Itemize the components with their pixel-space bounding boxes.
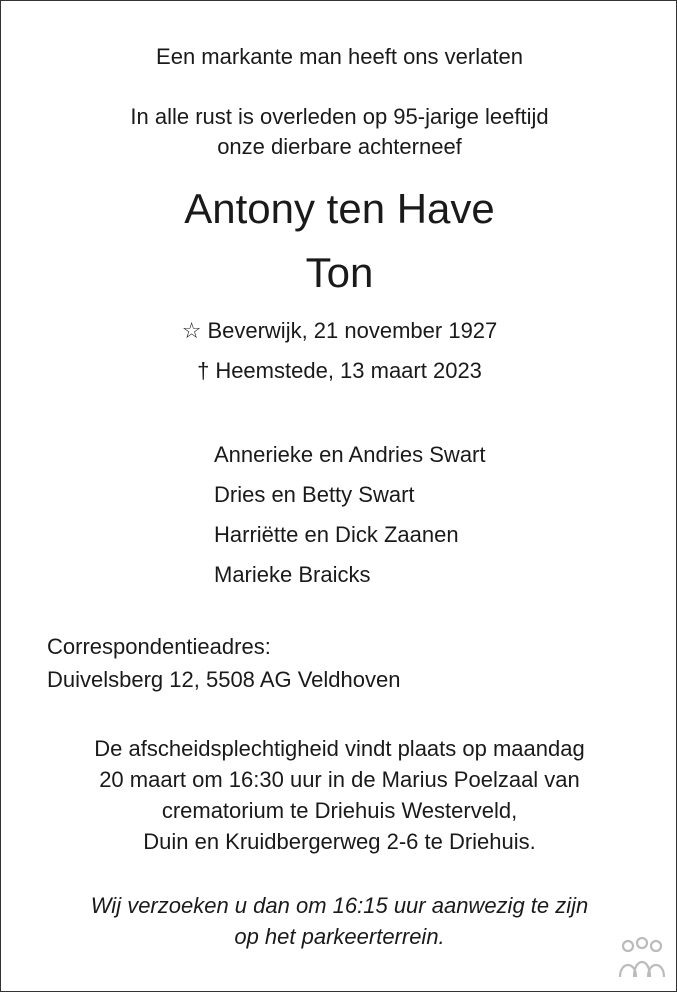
people-group-icon bbox=[617, 937, 667, 979]
death-text: Heemstede, 13 maart 2023 bbox=[215, 358, 482, 383]
intro-line: Een markante man heeft ons verlaten bbox=[156, 44, 523, 69]
cross-death-icon: † bbox=[197, 358, 210, 383]
ceremony-line-3: crematorium te Driehuis Westerveld, bbox=[161, 798, 518, 823]
ceremony-line-4: Duin en Kruidbergerweg 2-6 te Driehuis. bbox=[143, 829, 536, 854]
birth-text: Beverwijk, 21 november 1927 bbox=[207, 318, 498, 343]
birth-line bbox=[1, 318, 677, 344]
ceremony-line-1: De afscheidsplechtigheid vindt plaats op maandag bbox=[94, 736, 585, 761]
correspondence-label: Correspondentieadres: bbox=[47, 634, 271, 659]
correspondence-address: Duivelsberg 12, 5508 AG Veldhoven bbox=[47, 667, 401, 692]
request-line-1: Wij verzoeken u dan om 16:15 uur aanwezig te zijn bbox=[90, 893, 589, 918]
death-line bbox=[1, 358, 677, 384]
relative-4: Marieke Braicks bbox=[214, 562, 371, 587]
star-birth-icon: ☆ bbox=[181, 318, 202, 343]
ceremony-line-2: 20 maart om 16:30 uur in de Marius Poelzaal van bbox=[99, 767, 580, 792]
deceased-full-name: Antony ten Have bbox=[184, 185, 495, 232]
deceased-nickname: Ton bbox=[305, 249, 374, 296]
relative-1: Annerieke en Andries Swart bbox=[214, 442, 486, 467]
relative-3: Harriëtte en Dick Zaanen bbox=[214, 522, 459, 547]
announcement-line-1: In alle rust is overleden op 95-jarige leeftijd bbox=[130, 104, 549, 129]
announcement-line-2: onze dierbare achterneef bbox=[217, 134, 462, 159]
relative-2: Dries en Betty Swart bbox=[214, 482, 415, 507]
request-line-2: op het parkeerterrein. bbox=[234, 924, 445, 949]
